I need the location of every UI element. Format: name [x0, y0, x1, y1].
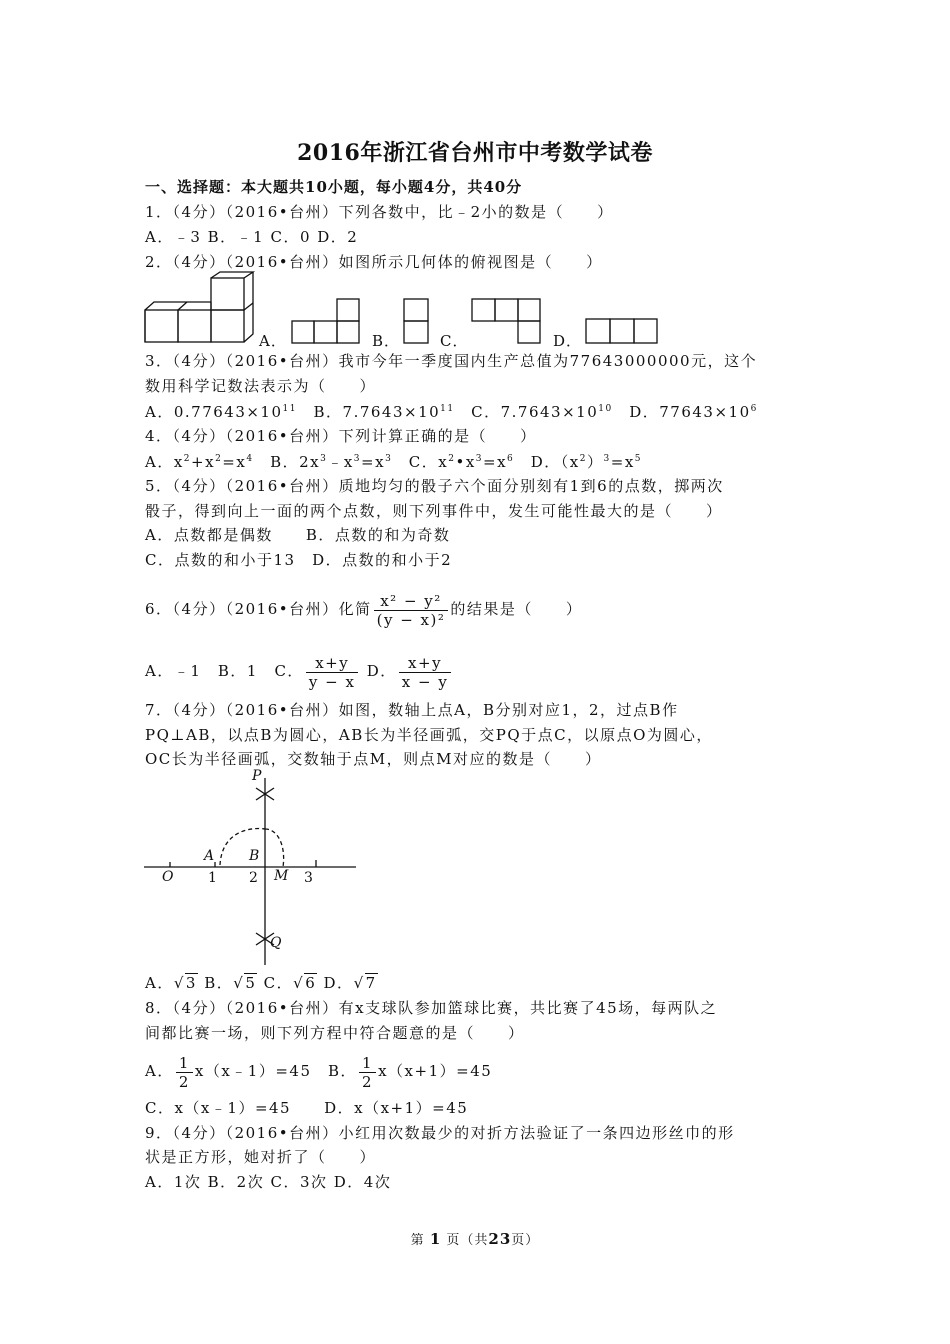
q8-option-b-half-denominator: 2	[362, 1072, 374, 1091]
q8-options-line1	[145, 1047, 492, 1095]
q4-stem: 4．（4分）（2016•台州）下列计算正确的是（ ）	[145, 427, 537, 445]
q7-label-m: M	[274, 868, 290, 884]
q7-options	[145, 973, 378, 993]
q3-stem-line2: 数用科学记数法表示为（ ）	[145, 377, 377, 395]
q2-option-c-figure	[471, 298, 543, 346]
q7-option-a-radicand: 3	[185, 974, 197, 992]
q7-label-o: O	[162, 869, 175, 885]
footer-total-pages: 23	[488, 1230, 512, 1248]
q3-option-b: B．7.7643×10	[313, 403, 441, 421]
q6-fraction-numerator: x² − y²	[374, 592, 449, 611]
q6-stem	[145, 583, 582, 635]
q9-stem-line1: 9．（4分）（2016•台州）小红用次数最少的对折方法验证了一条四边形丝巾的形	[145, 1124, 735, 1142]
q8-option-a-half-numerator: 1	[176, 1054, 193, 1073]
q3-option-b-exponent: 11	[440, 404, 455, 414]
q2-option-b-figure	[403, 298, 431, 346]
q7-label-q: Q	[270, 935, 283, 951]
q2-option-a-figure	[291, 298, 361, 346]
q2-option-d-figure	[585, 318, 659, 346]
q7-option-b: B．	[204, 974, 234, 992]
q8-option-a-half-denominator: 2	[178, 1072, 190, 1091]
page-title: 2016年浙江省台州市中考数学试卷	[297, 140, 653, 166]
q6-stem-prefix: 6．（4分）（2016•台州）化简	[145, 600, 372, 618]
q8-option-b-half	[359, 1054, 376, 1091]
q3-option-c: C．7.7643×10	[471, 403, 599, 421]
q7-option-a: A．	[145, 974, 174, 992]
q2-option-a-label: A．	[259, 332, 287, 350]
q6-option-d-numerator: x+y	[399, 654, 452, 673]
q7-tick-1: 1	[208, 870, 218, 886]
q2-option-d-label: D．	[553, 332, 583, 350]
q7-option-b-sqrt: √5	[233, 974, 257, 992]
q8-stem-line1: 8．（4分）（2016•台州）有x支球队参加篮球比赛，共比赛了45场，每两队之	[145, 999, 718, 1017]
q4-options: A．$x^2+x^2=x^4$ B．$2x^3﹣x^3=x^3$ C．$x^2•x^3=x^6$ D．$(x^2)^3=x^5$	[145, 453, 643, 471]
q8-option-b-half-numerator: 1	[359, 1054, 376, 1073]
q7-option-d-radicand: 7	[365, 974, 377, 992]
q7-tick-2: 2	[249, 870, 259, 886]
q1-options: A．﹣3 B．﹣1 C．0 D．2	[145, 228, 359, 246]
q6-option-d: D．	[366, 662, 397, 680]
q8-options-line2: C．x（x﹣1）=45 D．x（x+1）=45	[145, 1099, 469, 1117]
q5-options-line1: A．点数都是偶数 B．点数的和为奇数	[145, 526, 451, 544]
q7-label-a: A	[204, 848, 216, 864]
q7-option-d: D．	[323, 974, 354, 992]
q5-stem-line1: 5．（4分）（2016•台州）质地均匀的骰子六个面分别刻有1到6的点数，掷两次	[145, 477, 724, 495]
footer-middle: 页（共	[446, 1233, 489, 1248]
q7-option-c-sqrt: √6	[293, 974, 317, 992]
q8-option-a: A．	[145, 1062, 174, 1080]
q7-label-p: P	[252, 768, 263, 784]
footer-prefix: 第	[410, 1233, 425, 1248]
q9-stem-line2: 状是正方形，她对折了（ ）	[145, 1148, 377, 1166]
q7-tick-3: 3	[304, 870, 314, 886]
q7-option-a-sqrt: √3	[173, 974, 197, 992]
q5-options-line2: C．点数的和小于13 D．点数的和小于2	[145, 551, 453, 569]
q6-stem-suffix: 的结果是（ ）	[450, 600, 583, 618]
q6-option-ab: A．﹣1 B．1 C．	[145, 662, 304, 680]
q7-option-c: C．	[263, 974, 294, 992]
q7-option-c-radicand: 6	[305, 974, 317, 992]
q6-option-c-denominator: y − x	[308, 672, 356, 691]
q6-options	[145, 646, 453, 696]
q6-fraction-denominator: (y − x)²	[376, 610, 446, 629]
q3-option-c-exponent: 10	[598, 404, 613, 414]
q7-stem-line2: PQ⊥AB，以点B为圆心，AB长为半径画弧，交PQ于点C，以原点O为圆心，	[145, 726, 713, 744]
q7-label-b: B	[249, 848, 261, 864]
footer-suffix: 页）	[511, 1233, 540, 1248]
q7-stem-line1: 7．（4分）（2016•台州）如图，数轴上点A，B分别对应1，2，过点B作	[145, 701, 679, 719]
section-heading: 一、选择题：本大题共10小题，每小题4分，共40分	[145, 178, 523, 196]
q1-stem: 1．（4分）（2016•台州）下列各数中，比﹣2小的数是（ ）	[145, 203, 614, 221]
q3-option-d: D．77643×10	[629, 403, 751, 421]
q6-option-c-numerator: x+y	[306, 654, 359, 673]
q9-options: A．1次 B．2次 C．3次 D．4次	[145, 1173, 392, 1191]
q8-option-b-expression: x（x+1）=45	[378, 1062, 493, 1080]
q2-option-c-label: C．	[440, 332, 469, 350]
q2-option-b-label: B．	[372, 332, 401, 350]
q7-stem-line3: OC长为半径画弧，交数轴于点M，则点M对应的数是（ ）	[145, 750, 602, 768]
q6-option-d-fraction	[399, 654, 452, 691]
q2-solid-figure	[140, 272, 255, 347]
q2-stem: 2．（4分）（2016•台州）如图所示几何体的俯视图是（ ）	[145, 253, 603, 271]
q3-option-a-exponent: 11	[282, 404, 297, 414]
footer-page-number: 1	[429, 1230, 442, 1248]
q7-option-d-sqrt: √7	[353, 974, 377, 992]
q8-option-a-half	[176, 1054, 193, 1091]
q6-option-d-denominator: x − y	[401, 672, 449, 691]
q3-stem-line1: 3．（4分）（2016•台州）我市今年一季度国内生产总值为77643000000元，这个	[145, 352, 758, 370]
q3-options	[145, 402, 758, 422]
q7-option-b-radicand: 5	[245, 974, 257, 992]
q5-stem-line2: 骰子，得到向上一面的两个点数，则下列事件中，发生可能性最大的是（ ）	[145, 502, 723, 520]
q3-option-a: A．0.77643×10	[145, 403, 283, 421]
q8-stem-line2: 间都比赛一场，则下列方程中符合题意的是（ ）	[145, 1024, 525, 1042]
page-footer	[0, 1229, 950, 1248]
q6-option-c-fraction	[306, 654, 359, 691]
q6-fraction	[374, 592, 449, 629]
q8-option-a-expression: x（x﹣1）=45 B．	[194, 1062, 358, 1080]
q3-option-d-exponent: 6	[750, 404, 758, 414]
